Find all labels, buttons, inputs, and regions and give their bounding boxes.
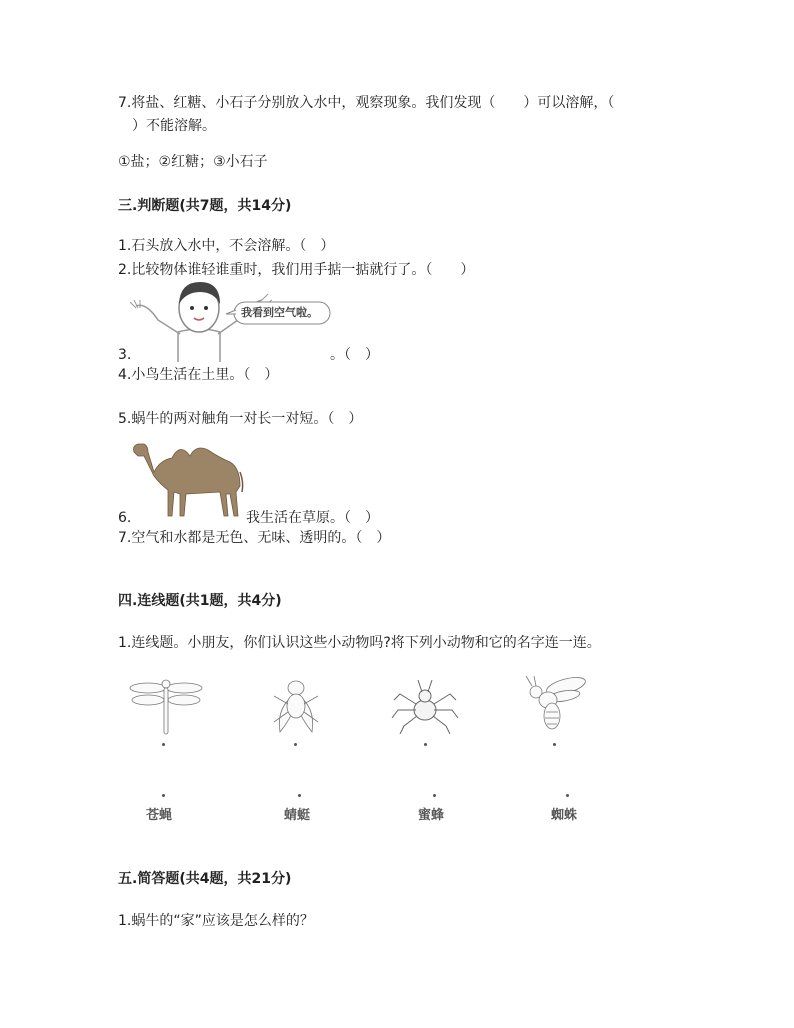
spider-icon	[390, 676, 460, 734]
fly-icon	[268, 676, 324, 738]
dragonfly-icon	[128, 676, 204, 736]
judge-item-5: 5.蜗牛的两对触角一对长一对短。（ ）	[118, 411, 363, 427]
connect-dot-bottom-3[interactable]	[433, 794, 436, 797]
connect-dot-top-3[interactable]	[424, 743, 427, 746]
q7-line2: ）不能溶解。	[118, 118, 216, 134]
judge-item-7: 7.空气和水都是无色、无味、透明的。（ ）	[118, 530, 391, 546]
q7-options: ①盐；②红糖；③小石子	[118, 154, 268, 170]
connect-dot-bottom-1[interactable]	[162, 794, 165, 797]
animal-name-2: 蜻蜓	[284, 808, 311, 823]
q7-line1: 7.将盐、红糖、小石子分别放入水中，观察现象。我们发现（ ）可以溶解，（	[118, 95, 615, 111]
section5-question: 1.蜗牛的“家”应该是怎么样的？	[118, 913, 314, 929]
judge-item-6-number: 6.	[118, 510, 132, 526]
animal-name-1: 苍蝇	[146, 808, 173, 823]
connect-dot-top-1[interactable]	[162, 743, 165, 746]
judge-item-3-number: 3.	[118, 347, 132, 363]
connect-dot-top-4[interactable]	[553, 743, 556, 746]
section5-heading: 五.简答题(共4题，共21分)	[118, 871, 292, 887]
connect-dot-bottom-2[interactable]	[298, 794, 301, 797]
speech-bubble-text: 我看到空气啦。	[241, 306, 318, 319]
section3-heading: 三.判断题(共7题，共14分)	[118, 198, 292, 214]
section4-heading: 四.连线题(共1题，共4分)	[118, 593, 282, 609]
connect-dot-top-2[interactable]	[294, 743, 297, 746]
connect-dot-bottom-4[interactable]	[566, 794, 569, 797]
bee-icon	[522, 674, 588, 734]
judge-item-2: 2.比较物体谁轻谁重时，我们用手掂一掂就行了。（ ）	[118, 262, 475, 278]
judge-item-1: 1.石头放入水中，不会溶解。（ ）	[118, 238, 335, 254]
animal-name-4: 蜘蛛	[551, 808, 578, 823]
camel-image	[130, 436, 246, 520]
judge-item-3-text: 。（ ）	[330, 347, 379, 363]
animal-name-3: 蜜蜂	[418, 808, 445, 823]
section4-question: 1.连线题。小朋友，你们认识这些小动物吗?将下列小动物和它的名字连一连。	[118, 635, 601, 651]
judge-item-6-text: 我生活在草原。（ ）	[246, 510, 379, 526]
judge-item-4: 4.小鸟生活在土里。（ ）	[118, 367, 279, 383]
